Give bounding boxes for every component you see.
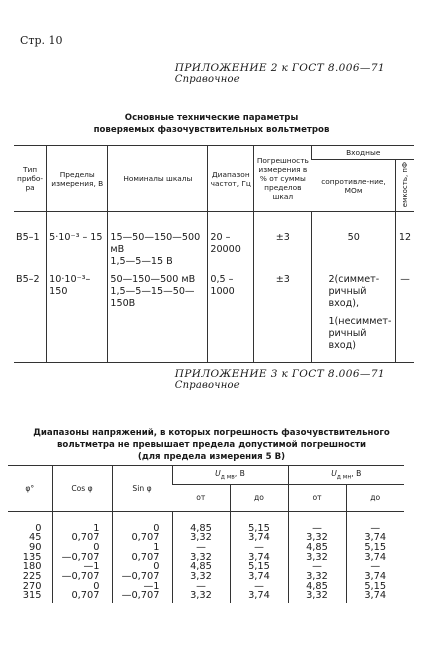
cell-scales-line2: 1,5—5—15 В [110, 256, 173, 268]
cell-ux-to: 3,74 [346, 553, 404, 563]
table2-title-line1: Диапазоны напряжений, в которых погрешность фазочувствительного [33, 428, 390, 438]
cell-cos: —0,707 [52, 553, 112, 563]
cell-cos: —1 [52, 562, 112, 572]
ux-symbol: U [331, 469, 337, 478]
cell-ua-to: — [230, 582, 288, 592]
col-ux-to-header: до [346, 484, 404, 511]
voltage-ranges-table [8, 465, 404, 603]
appendix-2-heading [175, 62, 385, 85]
cell-ua-to: — [230, 543, 288, 553]
cell-phi: 45 [29, 532, 42, 544]
cell-ux-to: 3,74 [346, 533, 404, 543]
cell-type: В5–1 [16, 232, 40, 244]
col-phi-header: φ° [8, 466, 52, 512]
cell-ua-from: 3,32 [172, 553, 230, 563]
cell-ua-from: 3,32 [172, 533, 230, 543]
cell-error: ±3 [254, 212, 312, 272]
table2-title [0, 427, 423, 463]
cell-phi: 315 [22, 590, 42, 602]
cell-freq: 0,5 – 1000 [208, 271, 254, 363]
voltage-ranges-body [8, 511, 404, 603]
cell-sin: —0,707 [112, 591, 172, 603]
cell-cos: 0 [52, 543, 112, 553]
cell-error: ±3 [254, 271, 312, 363]
cell-sin: 0 [112, 511, 172, 533]
cell-ux-to: 5,15 [346, 543, 404, 553]
cell-ua-to: 3,74 [230, 533, 288, 543]
table2-title-line3: (для предела измерения 5 В) [137, 452, 286, 462]
ua-subscript: д мв [220, 473, 235, 481]
cell-cos: 0,707 [52, 591, 112, 603]
col-scales-header: Номиналы шкалы [108, 146, 208, 212]
ua-symbol: U [215, 469, 221, 478]
cell-resistance [312, 271, 396, 363]
table-row [14, 271, 414, 363]
appendix-3-heading [175, 368, 385, 391]
cell-phi: 225 [22, 571, 42, 583]
cell-sin: 0,707 [112, 553, 172, 563]
cell-capacitance: — [396, 271, 414, 363]
cell-resistance-asym: 1(несиммет-ричный вход) [328, 316, 392, 352]
cell-sin: 1 [112, 543, 172, 553]
table2-title-line2: вольтметра не превышает предела допустимой погрешности [56, 440, 366, 450]
cell-sin: —0,707 [112, 572, 172, 582]
table-row [8, 533, 404, 543]
cell-ua-to: 3,74 [230, 591, 288, 603]
cell-cos: 0,707 [52, 533, 112, 543]
cell-sin: 0 [112, 562, 172, 572]
col-type-header: Тип прибо-ра [14, 146, 47, 212]
cell-resistance-sym: 2(симмет-ричный вход), [328, 274, 380, 310]
cell-ux-from: 4,85 [288, 543, 346, 553]
ux-unit: , В [351, 469, 362, 478]
cell-phi: 135 [22, 551, 42, 563]
col-resistance-header: сопротивле-ние, МОм [312, 160, 396, 212]
cell-ua-from: 4,85 [172, 562, 230, 572]
cell-ux-to: — [346, 562, 404, 572]
table1-title-line1: Основные технические параметры [124, 113, 299, 123]
cell-ux-to: 5,15 [346, 582, 404, 592]
cell-ua-from: — [172, 543, 230, 553]
cell-scales [108, 212, 208, 272]
cell-ux-from: 3,32 [288, 533, 346, 543]
cell-ux-from: 3,32 [288, 572, 346, 582]
cell-ux-from: 3,32 [288, 591, 346, 603]
cell-ua-to: 3,74 [230, 553, 288, 563]
cell-ua-to: 5,15 [230, 562, 288, 572]
table-row [8, 572, 404, 582]
cell-scales-line2: 1,5—5—15—50—150В [110, 286, 195, 310]
appendix-3-subtitle: Справочное [174, 380, 240, 391]
col-ux-header [288, 466, 404, 485]
cell-ua-from: 3,32 [172, 591, 230, 603]
appendix-3-title: ПРИЛОЖЕНИЕ 3 к ГОСТ 8.006—71 [174, 368, 385, 380]
cell-ua-from: — [172, 582, 230, 592]
col-error-header: Погрешность измерения в % от суммы пределов шкал [254, 146, 312, 212]
cell-resistance: 50 [312, 212, 396, 272]
cell-ua-to: 5,15 [230, 511, 288, 533]
appendix-2-title: ПРИЛОЖЕНИЕ 2 к ГОСТ 8.006—71 [174, 62, 385, 74]
col-limits-header: Пределы измерения, В [47, 146, 108, 212]
appendix-2-subtitle: Справочное [174, 74, 240, 85]
cell-sin: —1 [112, 582, 172, 592]
cell-ux-to: 3,74 [346, 572, 404, 582]
cell-scales-line1: 15—50—150—500 мВ [110, 232, 201, 256]
cell-sin: 0,707 [112, 533, 172, 543]
cell-ux-from: 4,85 [288, 582, 346, 592]
table-row [8, 591, 404, 603]
cell-phi: 0 [35, 522, 42, 534]
parameters-table [14, 145, 414, 363]
cell-ua-to: 3,74 [230, 572, 288, 582]
col-ua-from-header: от [172, 484, 230, 511]
table-row [8, 511, 404, 533]
cell-cos: 0 [52, 582, 112, 592]
cell-phi: 270 [22, 580, 42, 592]
cell-cos: 1 [52, 511, 112, 533]
cell-scales-line1: 50—150—500 мВ [110, 274, 196, 286]
cell-ux-to: 3,74 [346, 591, 404, 603]
cell-ux-from: 3,32 [288, 553, 346, 563]
cell-scales [108, 271, 208, 363]
capacitance-header-text: емкость, пФ [400, 162, 409, 208]
cell-ux-to: — [346, 511, 404, 533]
cell-ua-from: 4,85 [172, 511, 230, 533]
col-ua-to-header: до [230, 484, 288, 511]
page-number: Стр. 10 [20, 34, 63, 47]
cell-phi: 180 [22, 561, 42, 573]
cell-limits: 5·10⁻³ – 15 [47, 212, 108, 272]
col-freq-header: Диапазон частот, Гц [208, 146, 254, 212]
ux-subscript: д мн [336, 473, 352, 481]
cell-cos: —0,707 [52, 572, 112, 582]
cell-freq: 20 – 20000 [208, 212, 254, 272]
cell-limits: 10·10⁻³–150 [47, 271, 108, 363]
ua-unit: , В [234, 469, 245, 478]
cell-type: В5–2 [16, 274, 40, 286]
col-cos-header: Cos φ [52, 466, 112, 512]
col-capacitance-header [396, 160, 414, 212]
cell-phi: 90 [29, 541, 42, 553]
col-input-group-header: Входные [312, 146, 414, 160]
cell-capacitance: 12 [396, 212, 414, 272]
cell-ux-from: — [288, 562, 346, 572]
col-ua-header [172, 466, 288, 485]
cell-ux-from: — [288, 511, 346, 533]
table1-title [0, 112, 423, 136]
col-sin-header: Sin φ [112, 466, 172, 512]
cell-ua-from: 3,32 [172, 572, 230, 582]
table1-title-line2: поверяемых фазочувствительных вольтметров [93, 125, 330, 135]
col-ux-from-header: от [288, 484, 346, 511]
table-row [14, 212, 414, 272]
